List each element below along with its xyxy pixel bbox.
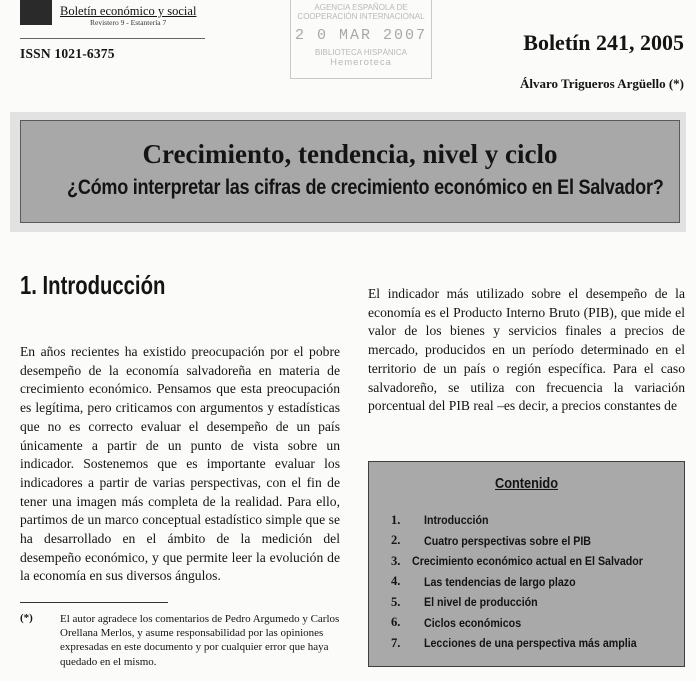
stamp-line-1: AGENCIA ESPAÑOLA DE [314,3,408,12]
library-stamp [290,0,432,79]
stamp-line-5: Hemeroteca [330,57,392,68]
left-column [20,343,340,586]
contents-box [368,461,685,667]
contents-item [391,592,681,613]
right-column [368,285,685,416]
contents-item-number: 4. [391,574,401,589]
stamp-line-2: COOPERACIÓN INTERNACIONAL [297,12,425,21]
footnote-text: El autor agradece los comentarios de Pedro Argumedo y Carlos Orellana Merlos, y asume responsabilidad por las opiniones expresadas en este documento y por cualquier error que haya quedado en el mismo. [60,613,340,668]
contents-item-number: 3. [391,553,401,568]
contents-item [391,510,681,531]
intro-paragraph-right: El indicador más utilizado sobre el desempeño de la economía es el Producto Interno Bruto (PIB), que mide el valor de los bienes y servicios finales a precios de mercado, producidos en un período determinado en el territorio de un país o región específica. Para el caso salvadoreño, se utiliza con frecuencia la variación porcentual del PIB real –es decir, a precios constantes de [368,286,685,414]
contents-item-label: Introducción [424,513,489,528]
title-band [20,120,680,223]
contents-item-number: 2. [391,533,401,548]
series-title: Boletín económico y social [60,4,197,18]
contents-item [391,572,681,593]
contents-item [391,613,681,634]
series-subtitle: Revistero 9 - Estantería 7 [90,18,167,27]
main-title: Crecimiento, tendencia, nivel y ciclo [142,139,558,169]
contents-item [391,551,681,572]
contents-item-label: Ciclos económicos [424,615,522,630]
footnote-rule [20,602,168,603]
contents-item-label: Las tendencias de largo plazo [424,574,576,589]
contents-item-label: El nivel de producción [424,595,538,610]
contents-item-label: Crecimiento económico actual en El Salvador [412,554,644,569]
series-header-tab [20,0,52,25]
contents-item-number: 5. [391,594,401,609]
footnote-mark: (*) [20,612,33,624]
stamp-date: 2 0 MAR 2007 [294,27,428,44]
stamp-line-4: BIBLIOTECA HISPÁNICA [314,48,408,57]
contents-item-number: 7. [391,635,401,650]
issn-label: ISSN 1021-6375 [20,46,115,61]
contents-item-number: 6. [391,615,401,630]
author-name: Álvaro Trigueros Argüello (*) [519,76,684,91]
section-heading: 1. Introducción [20,270,166,300]
contents-item-label: Lecciones de una perspectiva más amplia [424,636,637,651]
contents-item-number: 1. [391,512,401,527]
contents-list [391,510,681,654]
contents-item [391,633,681,654]
contents-title: Contenido [494,475,559,492]
subtitle: ¿Cómo interpretar las cifras de crecimiento económico en El Salvador? [67,176,664,199]
contents-item [391,531,681,552]
intro-paragraph-left: En años recientes ha existido preocupación por el pobre desempeño de la economía salvadoreña en materia de crecimiento económico. Pensamos que esta preocupación es legítima, pero criticamos con argumentos y estadísticas que no es correcto evaluar el desempeño de un país únicamente a partir de un punto de vista sobre un indicador. Sostenemos que es importante evaluar los indicadores a partir de varias perspectivas, con el fin de tener una imagen más completa de la realidad. Para ello, partimos de un marco conceptual estadístico simple que se ha desarrollado en el ámbito de la medición del desempeño económico, y que permite leer la evolución de la economía en sus diversos ángulos. [20,344,340,584]
bulletin-number: Boletín 241, 2005 [523,30,684,55]
contents-item-label: Cuatro perspectivas sobre el PIB [424,533,592,548]
